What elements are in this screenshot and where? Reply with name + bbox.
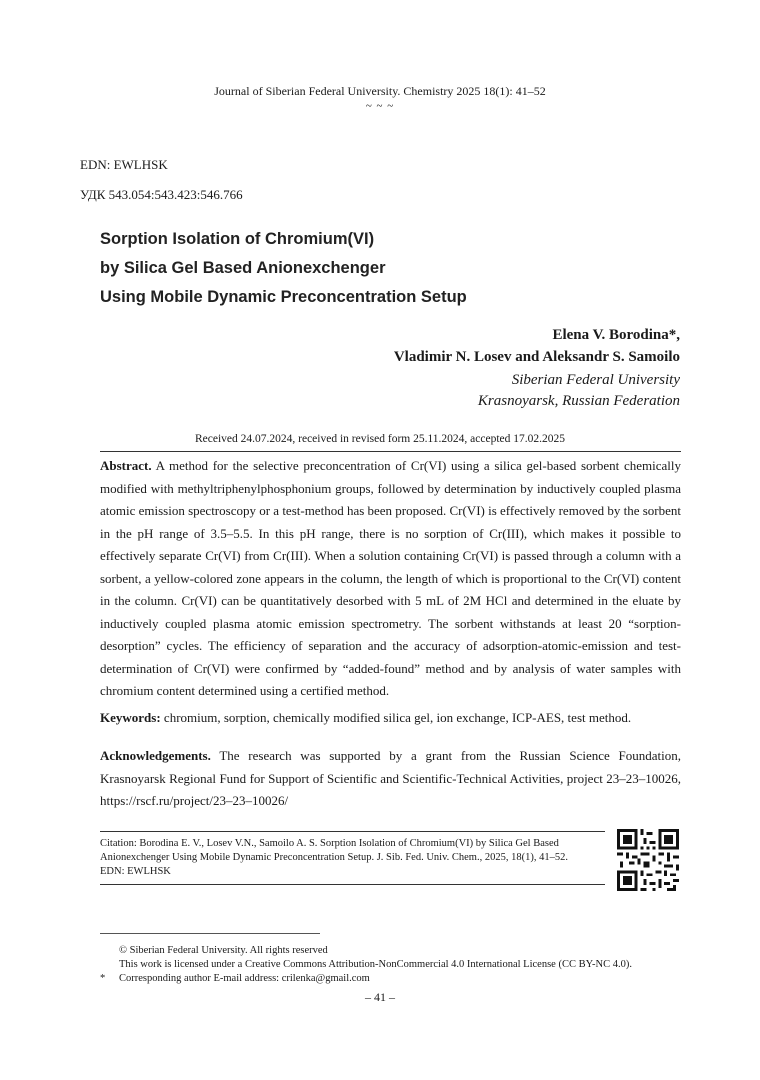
email-note: Corresponding author E-mail address: crilenka@gmail.com [119, 973, 370, 984]
qr-code-icon[interactable] [617, 829, 679, 891]
citation-line-3: EDN: EWLHSK [100, 866, 171, 877]
citation-line-1: Citation: Borodina E. V., Losev V.N., Samoilo A. S. Sorption Isolation of Chromium(VI) by Silica Gel Based [100, 838, 559, 849]
keywords-label: Keywords: [100, 710, 161, 725]
authors-line-2: Vladimir N. Losev and Aleksandr S. Samoilo [393, 349, 680, 365]
title-line-3: Using Mobile Dynamic Preconcentration Setup [100, 288, 467, 306]
copyright-note: © Siberian Federal University. All rights reserved [119, 945, 328, 956]
footnote-star: * [100, 973, 106, 984]
journal-header: Journal of Siberian Federal University. Chemistry 2025 18(1): 41–52 [214, 84, 546, 98]
received-dates: Received 24.07.2024, received in revised form 25.11.2024, accepted 17.02.2025 [194, 433, 566, 445]
footnote-rule [100, 933, 320, 934]
citation-top-rule [100, 831, 605, 832]
acknowledgements [100, 745, 681, 813]
abstract [100, 455, 681, 703]
abstract-label: Abstract. [100, 458, 152, 473]
location: Krasnoyarsk, Russian Federation [477, 393, 680, 409]
title-line-1: Sorption Isolation of Chromium(VI) [100, 230, 375, 248]
edn-label: EDN: EWLHSK [80, 157, 168, 172]
authors-line-1: Elena V. Borodina*, [552, 327, 680, 343]
title-line-2: by Silica Gel Based Anionexchenger [100, 259, 386, 277]
header-separator: ~ ~ ~ [365, 100, 395, 112]
affiliation: Siberian Federal University [511, 372, 680, 388]
citation [100, 837, 605, 879]
license-note: This work is licensed under a Creative Commons Attribution-NonCommercial 4.0 International License (CC BY-NC 4.0). [119, 959, 632, 970]
divider [100, 451, 681, 452]
page-number: – 41 – [365, 990, 395, 1004]
acknowledgements-text: The research was supported by a grant from the Russian Science Foundation, Krasnoyarsk Regional Fund for Support of Scientific and Scientific-Technical Activities, project 23–23–10026, https://rscf.ru/project/23–23–10026/ [100, 748, 681, 808]
keywords-text: chromium, sorption, chemically modified silica gel, ion exchange, ICP-AES, test method. [160, 710, 632, 725]
acknowledgements-label: Acknowledgements. [100, 748, 211, 763]
udk-label: УДК 543.054:543.423:546.766 [80, 187, 243, 202]
citation-line-2: Anionexchenger Using Mobile Dynamic Preconcentration Setup. J. Sib. Fed. Univ. Chem., 2025, 18(1), 41–52. [100, 852, 568, 863]
article-title [100, 225, 467, 312]
abstract-text: A method for the selective preconcentration of Cr(VI) using a silica gel-based sorbent chemically modified with methyltriphenylphosphonium groups, followed by determination by inductively coupled plasma atomic emission spectroscopy or a test-method has been proposed. Cr(VI) is effectively removed by the sorbent in the pH range of 3.5–5.5. In this pH range, there is no sorption of Cr(III), which makes it possible to effectively separate Cr(VI) from Cr(III). When a solution containing Cr(VI) is passed through a column with a sorbent, a yellow-colored zone appears in the column, the length of which is proportional to the Cr(VI) content in the column. Cr(VI) can be quantitatively desorbed with 5 mL of 2M HCl and determined in the eluate by inductively coupled plasma atomic emission spectrometry. The sorbent withstands at least 20 “sorption-desorption” cycles. The efficiency of separation and the accuracy of adsorption-atomic-emission and test-determination of Cr(VI) were confirmed by “added-found” method and by analysis of water samples with chromium content determined using a certified method. [100, 458, 681, 698]
citation-bottom-rule [100, 884, 605, 885]
keywords [100, 707, 681, 730]
